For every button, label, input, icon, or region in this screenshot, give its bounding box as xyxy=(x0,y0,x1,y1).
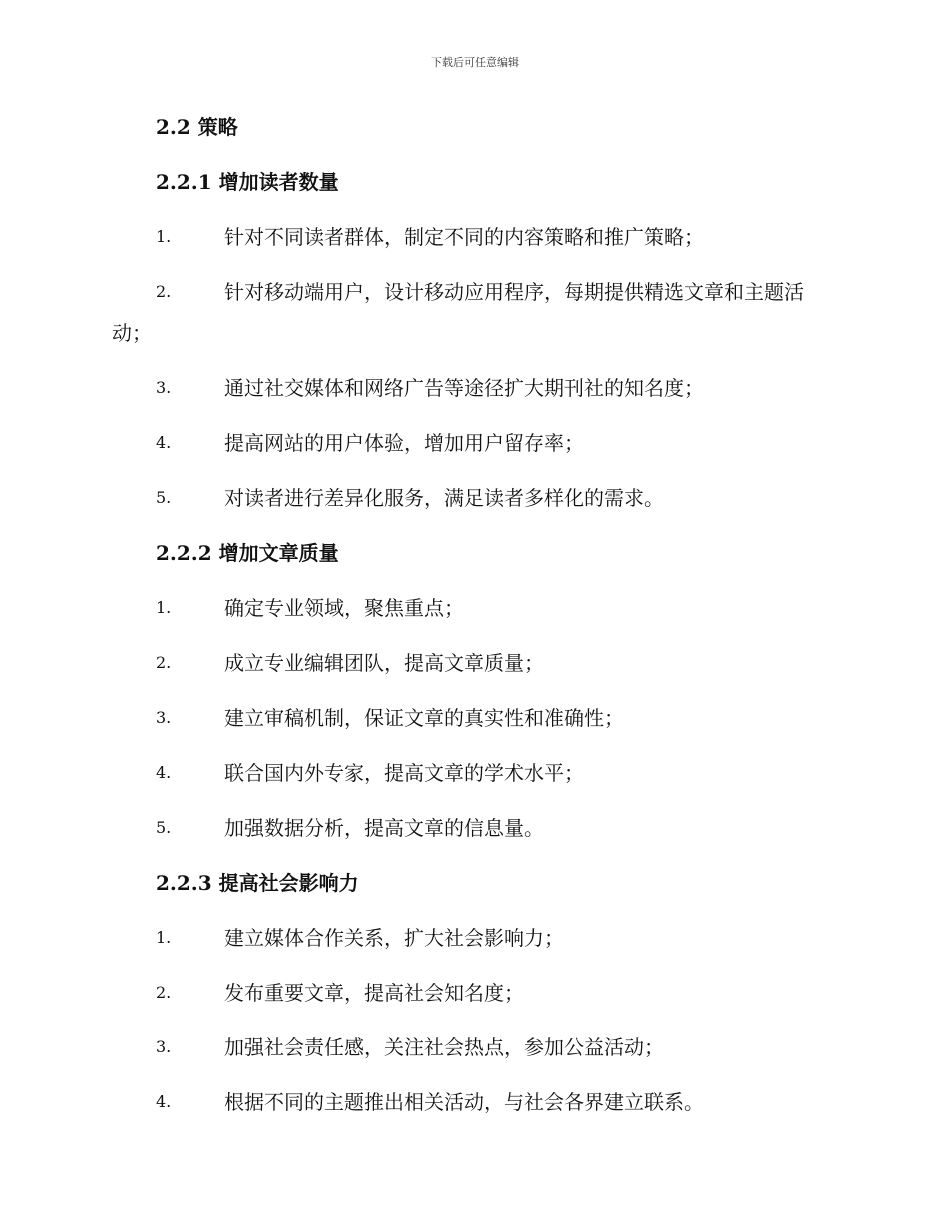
list-number: 5. xyxy=(156,818,172,837)
list-number: 4. xyxy=(156,763,172,782)
subsection-title: 2.2.2 增加文章质量 xyxy=(156,541,339,565)
list-text: 针对移动端用户，设计移动应用程序，每期提供精选文章和主题活动； xyxy=(112,280,804,345)
subsection-title: 2.2.3 提高社会影响力 xyxy=(156,871,359,895)
list-text: 根据不同的主题推出相关活动，与社会各界建立联系。 xyxy=(224,1090,704,1114)
list-text: 联合国内外专家，提高文章的学术水平； xyxy=(224,761,584,785)
list-text: 通过社交媒体和网络广告等途径扩大期刊社的知名度； xyxy=(224,376,704,400)
list-text: 发布重要文章，提高社会知名度； xyxy=(224,981,524,1005)
list-text: 确定专业领域，聚焦重点； xyxy=(224,596,464,620)
list-number: 5. xyxy=(156,488,172,507)
list-number: 1. xyxy=(156,598,172,617)
subsection-title: 2.2.1 增加读者数量 xyxy=(156,170,339,194)
list-number: 1. xyxy=(156,928,172,947)
list-number: 3. xyxy=(156,1037,172,1056)
section-title: 2.2 策略 xyxy=(156,115,238,139)
list-number: 2. xyxy=(156,983,172,1002)
list-text: 建立审稿机制，保证文章的真实性和准确性； xyxy=(224,706,624,730)
list-text: 提高网站的用户体验，增加用户留存率； xyxy=(224,431,584,455)
list-number: 2. xyxy=(156,282,172,301)
list-text: 加强数据分析，提高文章的信息量。 xyxy=(224,816,544,840)
list-number: 1. xyxy=(156,227,172,246)
list-text: 建立媒体合作关系，扩大社会影响力； xyxy=(224,926,564,950)
list-number: 3. xyxy=(156,708,172,727)
list-text: 加强社会责任感，关注社会热点，参加公益活动； xyxy=(224,1035,664,1059)
list-text: 针对不同读者群体，制定不同的内容策略和推广策略； xyxy=(224,225,704,249)
page-header: 下载后可任意编辑 xyxy=(431,56,519,69)
list-text: 对读者进行差异化服务，满足读者多样化的需求。 xyxy=(224,486,664,510)
list-number: 4. xyxy=(156,1092,172,1111)
list-number: 4. xyxy=(156,433,172,452)
list-number: 3. xyxy=(156,378,172,397)
list-text: 成立专业编辑团队，提高文章质量； xyxy=(224,651,544,675)
list-number: 2. xyxy=(156,653,172,672)
